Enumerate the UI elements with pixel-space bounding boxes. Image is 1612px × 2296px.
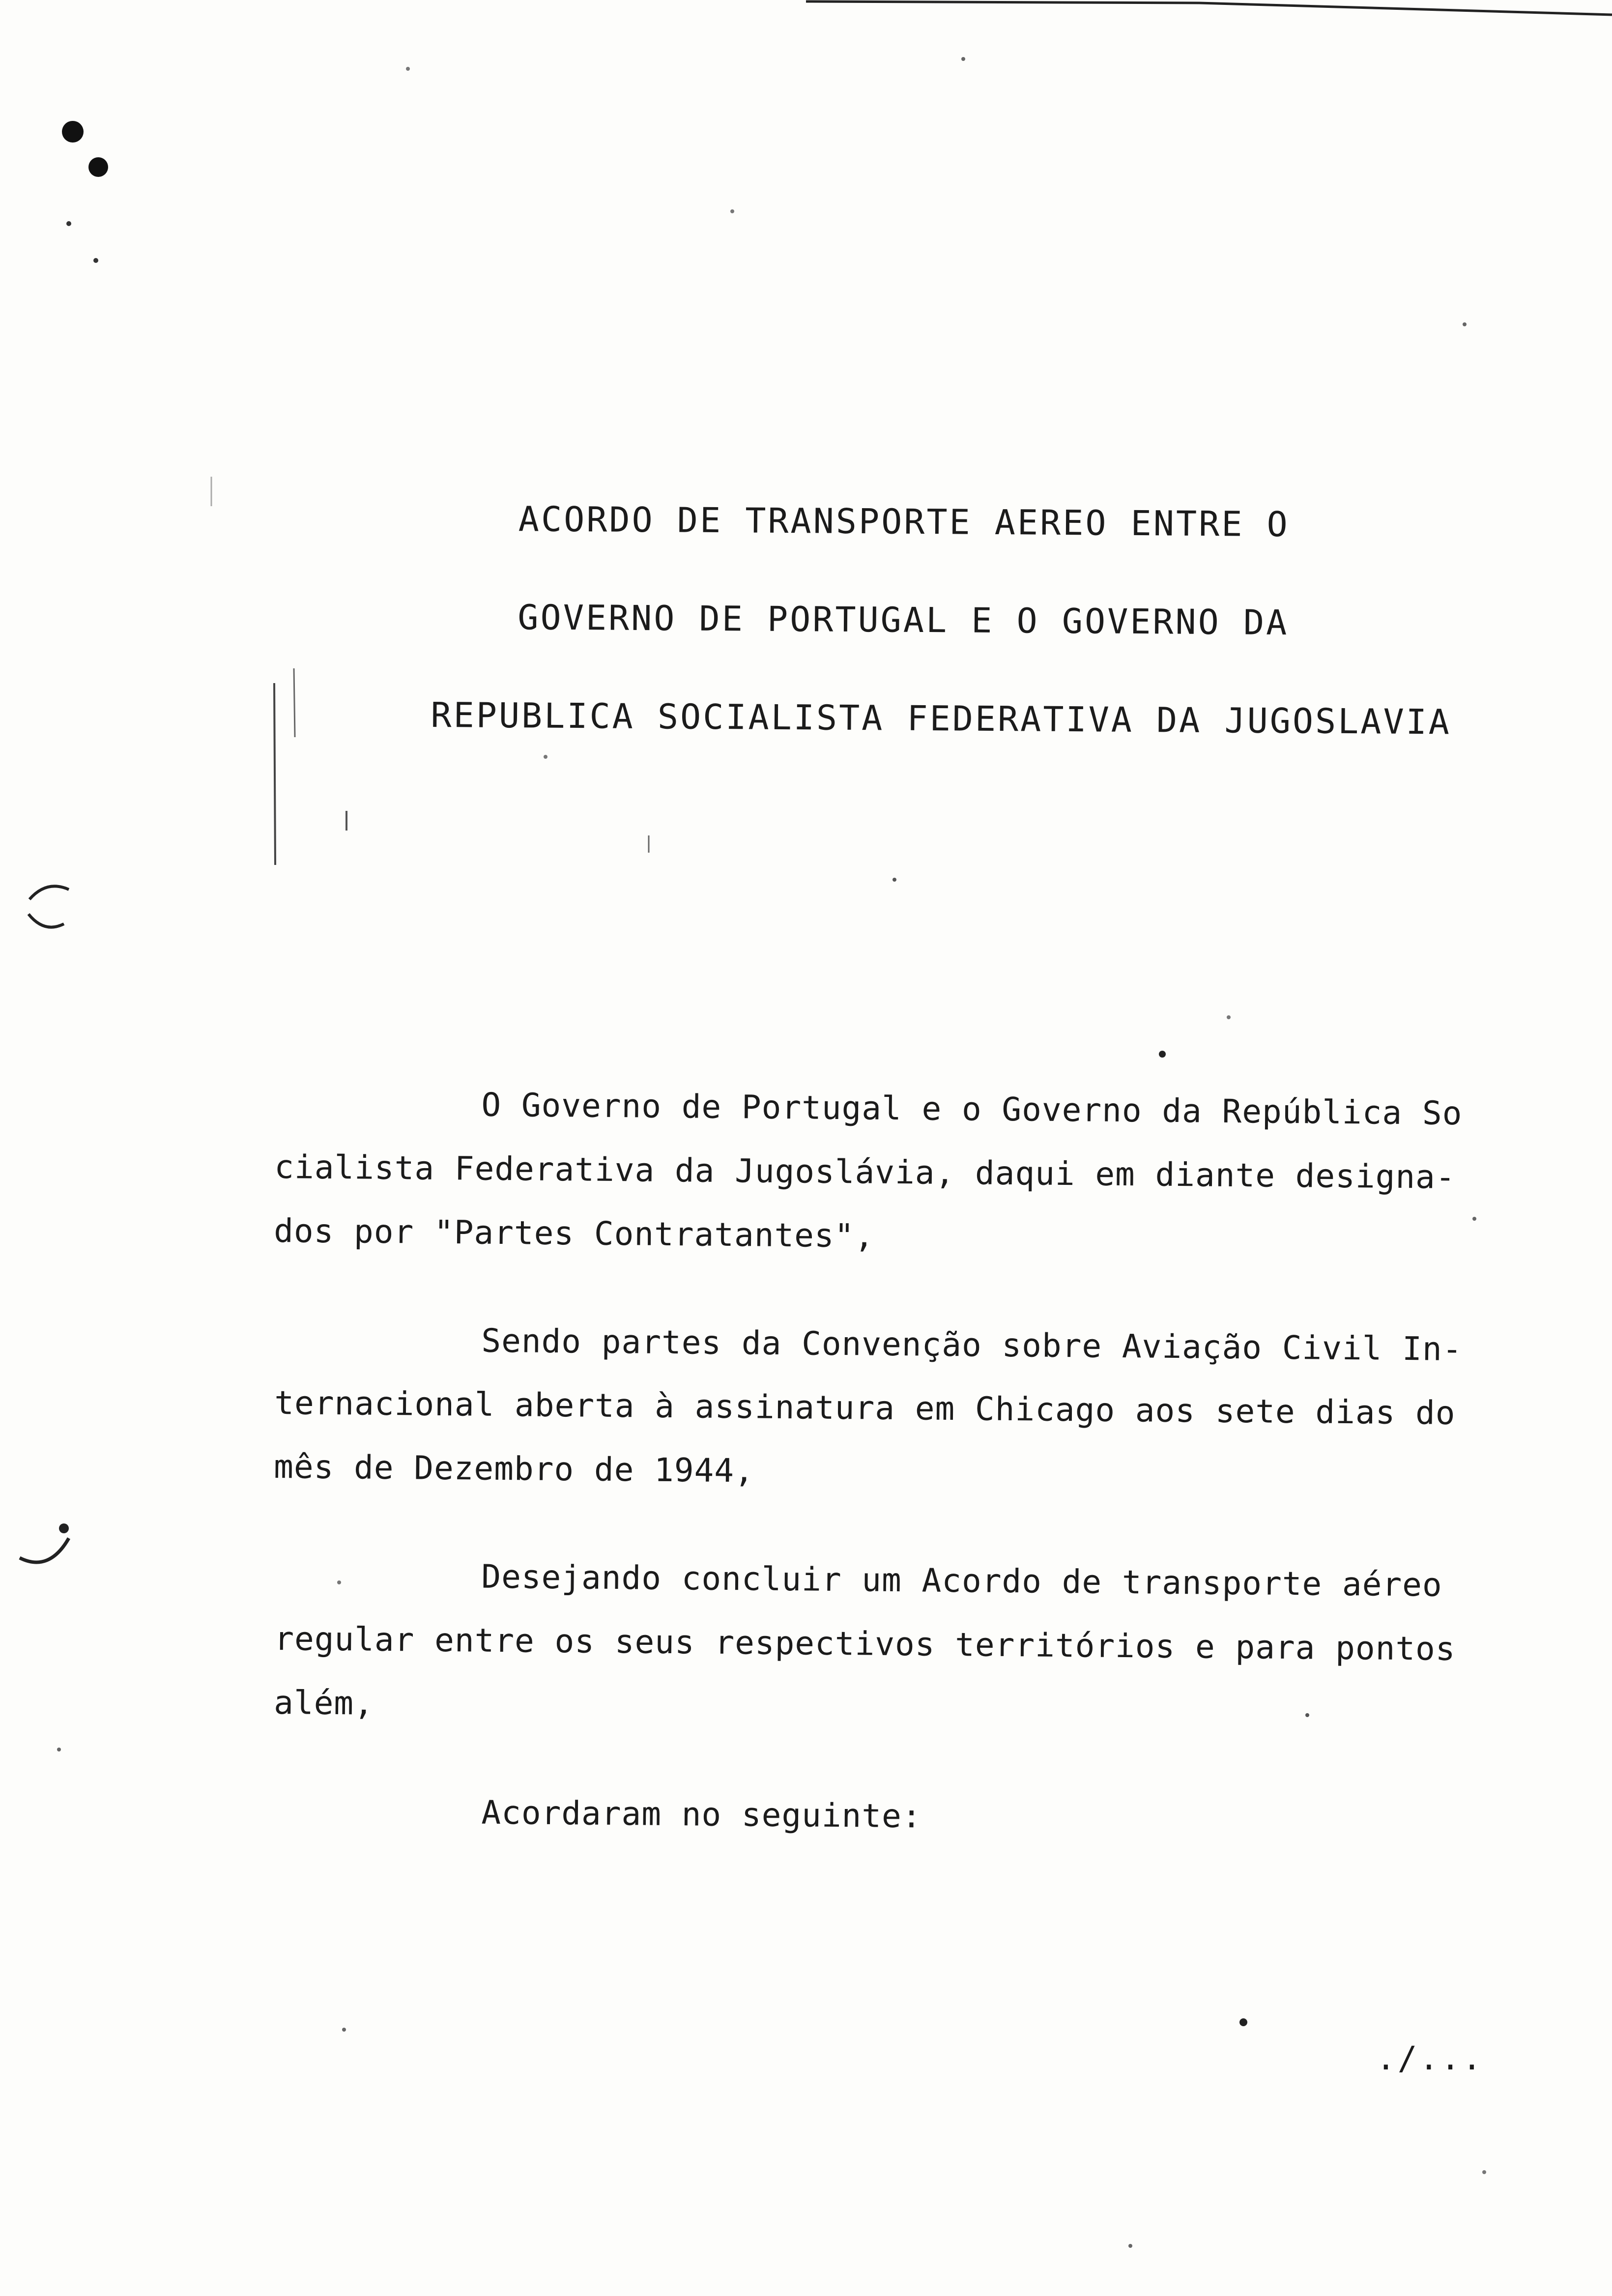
scan-top-rule: [806, 0, 1612, 18]
paragraph-line: dos por "Partes Contratantes",: [273, 1211, 875, 1255]
paragraph-line: Desejando concluir um Acordo de transporte aéreo: [481, 1557, 1442, 1604]
binder-ring-mark: [29, 886, 69, 899]
preamble-parties-paragraph: [274, 1071, 1504, 1274]
binder-ring-mark: [29, 914, 64, 927]
paragraph-line: além,: [273, 1683, 374, 1722]
paragraph-line: mês de Dezembro de 1944,: [273, 1447, 755, 1490]
page-continuation-mark: ./...: [1376, 2039, 1484, 2077]
paragraph-line: O Governo de Portugal e o Governo da República So: [481, 1086, 1463, 1133]
document-title: [431, 469, 1452, 771]
title-line-2: GOVERNO DE PORTUGAL E O GOVERNO DA: [518, 597, 1289, 643]
paragraph-line: cialista Federativa da Jugoslávia, daqui em diante designa-: [274, 1148, 1456, 1196]
punch-hole-mark: [62, 121, 84, 143]
title-line-3: REPUBLICA SOCIALISTA FEDERATIVA DA JUGOSLAVIA: [431, 694, 1452, 743]
paragraph-line: regular entre os seus respectivos territórios e para pontos: [274, 1619, 1456, 1668]
binder-ring-mark: [20, 1538, 69, 1562]
paragraph-line: Sendo partes da Convenção sobre Aviação Civil In-: [481, 1321, 1463, 1369]
title-line-1: ACORDO DE TRANSPORTE AEREO ENTRE O: [518, 499, 1290, 545]
paragraph-line: Acordaram no seguinte:: [481, 1793, 922, 1836]
preamble-desire-paragraph: [274, 1543, 1504, 1746]
punch-hole-mark: [88, 157, 108, 177]
agreement-intro-paragraph: [275, 1779, 1504, 1854]
margin-line: [274, 683, 275, 865]
paragraph-line: ternacional aberta à assinatura em Chicago aos sete dias do: [274, 1383, 1456, 1432]
preamble-convention-paragraph: [274, 1307, 1504, 1510]
